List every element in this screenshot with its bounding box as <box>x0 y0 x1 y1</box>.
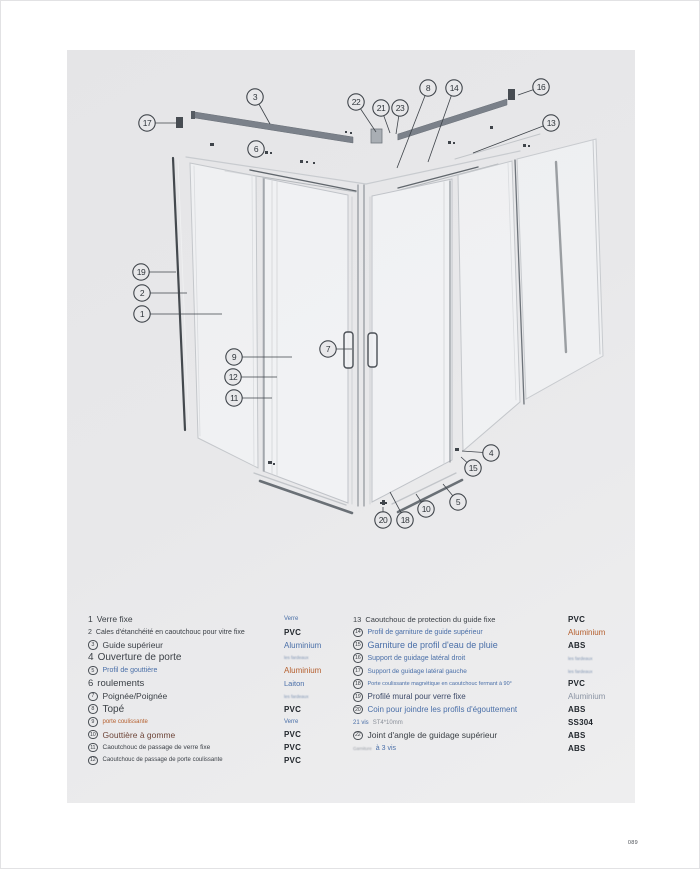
part-label: Verre fixe <box>96 614 133 625</box>
callout-number-4: 4 <box>488 448 494 458</box>
part-label: roulements <box>97 677 145 689</box>
part-number: 18 <box>353 679 363 689</box>
part-row <box>88 754 346 767</box>
part-number: 5 <box>88 666 98 676</box>
part-label: Porte coulissante magnétique en caoutchouc fermant à 90° <box>367 680 512 687</box>
part-label: ST4*10mm <box>372 719 403 726</box>
corner-joint-block <box>371 129 382 143</box>
part-number: 17 <box>353 666 363 676</box>
part-row <box>353 639 631 652</box>
part-number: 15 <box>353 640 363 650</box>
part-material: les fardeaux <box>568 668 593 674</box>
part-material: Aluminium <box>284 640 322 650</box>
part-material: PVC <box>568 614 586 624</box>
part-material: Aluminium <box>568 692 606 702</box>
part-label: Caoutchouc de passage de verre fixe <box>102 744 211 752</box>
callout-number-6: 6 <box>253 144 259 154</box>
part-number: 6 <box>88 677 94 689</box>
callout-number-16: 16 <box>536 82 546 92</box>
part-number: 14 <box>353 628 363 638</box>
part-row <box>88 651 346 664</box>
part-material: les fardeaux <box>284 655 309 661</box>
callout-number-10: 10 <box>421 504 431 514</box>
sliding-door-left <box>263 178 348 503</box>
sliding-door-right <box>372 179 452 502</box>
part-material: PVC <box>284 627 302 637</box>
part-row <box>88 728 346 741</box>
part-label: Joint d'angle de guidage supérieur <box>367 730 498 741</box>
part-number: 19 <box>353 692 363 702</box>
callout-number-7: 7 <box>325 344 331 354</box>
part-label: Support de guidage latéral droit <box>367 654 466 662</box>
callout-number-12: 12 <box>228 372 238 382</box>
part-material: PVC <box>284 704 302 714</box>
door-handle-right <box>368 333 377 367</box>
callout-number-22: 22 <box>351 97 361 107</box>
part-row <box>88 703 346 716</box>
part-number: 22 <box>353 731 363 741</box>
part-material: PVC <box>284 743 302 753</box>
part-row <box>88 639 346 652</box>
callout-number-3: 3 <box>252 92 258 102</box>
part-material: ABS <box>568 743 586 753</box>
part-label: Caoutchouc de passage de porte coulissante <box>102 757 223 764</box>
part-number: 13 <box>353 614 362 624</box>
callout-number-19: 19 <box>136 267 146 277</box>
callout-number-23: 23 <box>395 103 405 113</box>
part-material: Verre <box>284 616 299 623</box>
part-number: 10 <box>88 730 98 740</box>
part-row <box>88 664 346 677</box>
part-material: les fardeaux <box>568 655 593 661</box>
part-label: Cales d'étanchéité en caoutchouc pour vitre fixe <box>95 628 245 636</box>
part-label: Profil de gouttière <box>102 667 158 675</box>
callout-number-8: 8 <box>425 83 431 93</box>
callout-number-1: 1 <box>139 309 145 319</box>
callout-number-14: 14 <box>449 83 459 93</box>
page-number: 089 <box>627 840 638 846</box>
part-row <box>353 677 631 690</box>
part-material: Verre <box>284 718 299 725</box>
part-row <box>353 716 631 729</box>
part-number: Garniture <box>353 745 372 751</box>
part-material: les fardeaux <box>284 693 309 699</box>
part-label: Profil de garniture de guide supérieur <box>367 628 483 636</box>
parts-list-right-column <box>353 613 631 755</box>
part-number: 9 <box>88 717 98 727</box>
part-material: PVC <box>568 679 586 689</box>
part-number: 7 <box>88 692 98 702</box>
part-material: PVC <box>284 755 302 765</box>
part-row <box>353 613 631 626</box>
part-row <box>353 703 631 716</box>
callout-number-21: 21 <box>376 103 386 113</box>
part-material: Aluminium <box>284 666 322 676</box>
part-label: Guide supérieur <box>102 640 163 651</box>
part-material: ABS <box>568 730 586 740</box>
part-row <box>353 626 631 639</box>
part-number: 20 <box>353 705 363 715</box>
part-row <box>353 742 631 755</box>
part-row <box>353 652 631 665</box>
callout-leader-13 <box>473 123 551 153</box>
callout-number-2: 2 <box>139 288 145 298</box>
callout-number-20: 20 <box>378 515 388 525</box>
part-row <box>353 690 631 703</box>
part-label: Poignée/Poignée <box>102 691 168 702</box>
part-label: Coin pour joindre les profils d'égouttement <box>367 705 518 715</box>
part-material: SS304 <box>568 718 594 728</box>
part-number: 16 <box>353 653 363 663</box>
part-number: 1 <box>88 614 93 625</box>
fixed-glass-left <box>190 163 258 468</box>
part-number: 2 <box>88 628 92 636</box>
callout-number-5: 5 <box>455 497 461 507</box>
part-number: 21 vis <box>353 719 369 726</box>
callout-number-15: 15 <box>468 463 478 473</box>
part-row <box>353 729 631 742</box>
part-label: Profilé mural pour verre fixe <box>367 692 466 702</box>
part-label: à 3 vis <box>375 744 396 752</box>
part-label: Topé <box>102 703 125 715</box>
end-cap-left <box>176 117 183 128</box>
door-handle-left <box>344 332 353 368</box>
part-label: Support de guidage latéral gauche <box>367 667 467 675</box>
top-guide-rail-left <box>191 111 353 143</box>
shower-enclosure-drawing <box>173 89 603 513</box>
part-number: 12 <box>88 756 98 766</box>
part-number: 4 <box>88 652 94 664</box>
part-material: Aluminium <box>568 627 606 637</box>
callout-number-9: 9 <box>231 352 237 362</box>
part-label: Gouttière à gomme <box>102 729 176 740</box>
top-guide-rail-right <box>395 99 507 140</box>
part-label: porte coulissante <box>102 718 148 725</box>
part-number: 11 <box>88 743 98 753</box>
callout-number-11: 11 <box>230 393 238 403</box>
fixed-glass-right <box>458 160 524 451</box>
part-label: Caoutchouc de protection du guide fixe <box>365 614 496 624</box>
part-number: 8 <box>88 704 98 714</box>
callout-number-18: 18 <box>400 515 410 525</box>
part-material: Laiton <box>284 678 305 688</box>
part-material: PVC <box>284 730 302 740</box>
part-material: ABS <box>568 705 586 715</box>
part-row <box>88 741 346 754</box>
part-row <box>88 613 346 626</box>
part-row <box>88 716 346 729</box>
part-row <box>88 677 346 690</box>
part-row <box>88 626 346 639</box>
end-cap-right <box>508 89 515 100</box>
part-material: ABS <box>568 640 586 650</box>
part-row <box>88 690 346 703</box>
part-number: 3 <box>88 640 98 650</box>
far-right-panel <box>517 139 603 399</box>
part-label: Ouverture de porte <box>97 652 182 664</box>
callout-number-13: 13 <box>546 118 556 128</box>
parts-list-left-column <box>88 613 346 767</box>
part-row <box>353 665 631 678</box>
callout-number-17: 17 <box>142 118 152 128</box>
part-label: Garniture de profil d'eau de pluie <box>367 640 498 651</box>
